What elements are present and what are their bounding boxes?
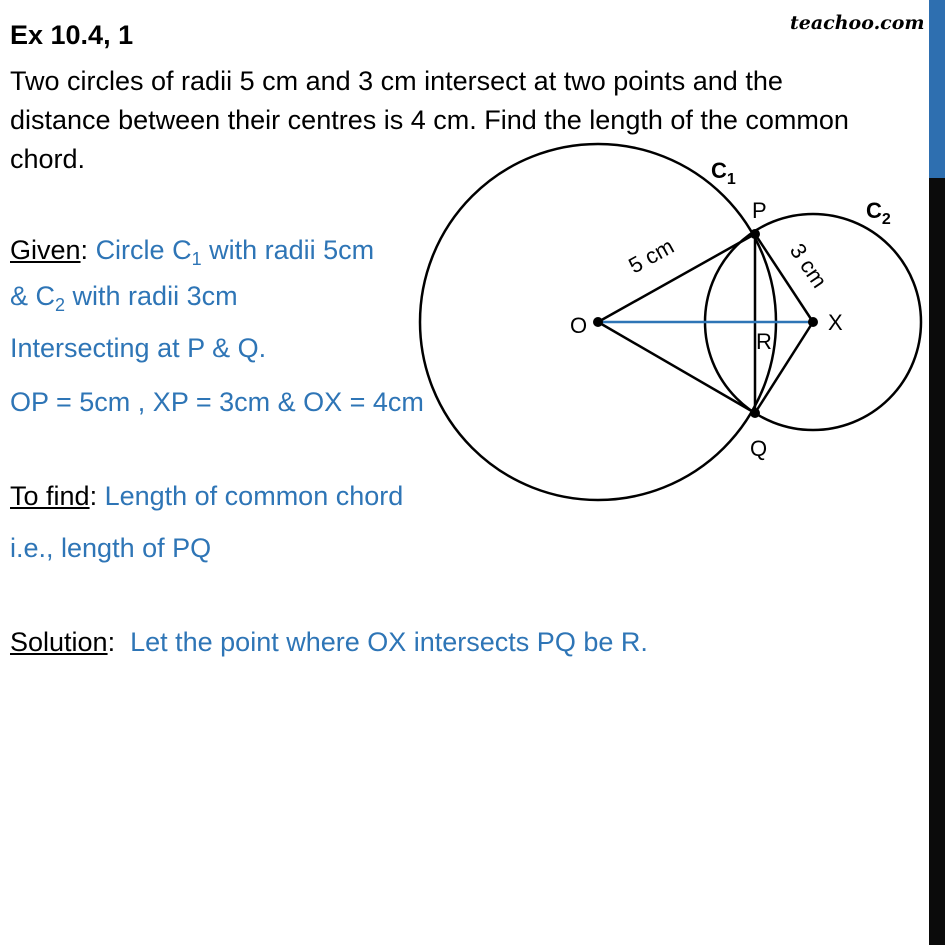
solution-line: Solution: Let the point where OX intersects PQ be R. [10, 627, 648, 657]
given-line-1: Given: Circle $C_1$ with radii 5cm [10, 235, 375, 269]
label-q: Q [750, 436, 768, 461]
label-o: O [570, 313, 588, 338]
point-o-dot [593, 317, 603, 327]
point-x-dot [808, 317, 818, 327]
label-xp-length: 3 cm [784, 238, 833, 293]
label-r: R [756, 329, 772, 354]
scrollbar-thumb[interactable] [929, 0, 945, 178]
solution-text: Let the point where OX intersects PQ be R. [130, 627, 648, 657]
given-label: Given [10, 235, 81, 265]
brand-logo: teachoo.com [790, 12, 925, 34]
to-find-line-2: i.e., length of PQ [10, 533, 212, 563]
given-text-1: Circle $C_1$ with radii 5cm [95, 235, 375, 269]
given-line-2: & $C_2$ with radii 3cm [10, 281, 238, 315]
point-p-dot [750, 229, 760, 239]
question-text: Two circles of radii 5 cm and 3 cm intersect at two points and the distance between their centres is 4 cm. Find the length of the common chord. [10, 66, 849, 174]
to-find-text-1: Length of common chord [104, 481, 404, 511]
to-find-label: To find [10, 481, 90, 511]
label-op-length: 5 cm [624, 233, 679, 279]
label-p: P [752, 198, 767, 223]
label-c1: $C_1$ [711, 158, 736, 188]
given-line-4: OP = 5cm , XP = 3cm & OX = 4cm [10, 387, 424, 417]
point-q-dot [750, 408, 760, 418]
segment-oq [598, 322, 755, 413]
to-find-line-1: To find: Length of common chord [10, 481, 404, 511]
segment-op [598, 234, 755, 322]
label-x: X [828, 310, 843, 335]
given-line-3: Intersecting at P & Q. [10, 333, 267, 363]
label-c2: $C_2$ [866, 198, 891, 228]
exercise-title: Ex 10.4, 1 [10, 20, 134, 50]
solution-label: Solution [10, 627, 108, 657]
